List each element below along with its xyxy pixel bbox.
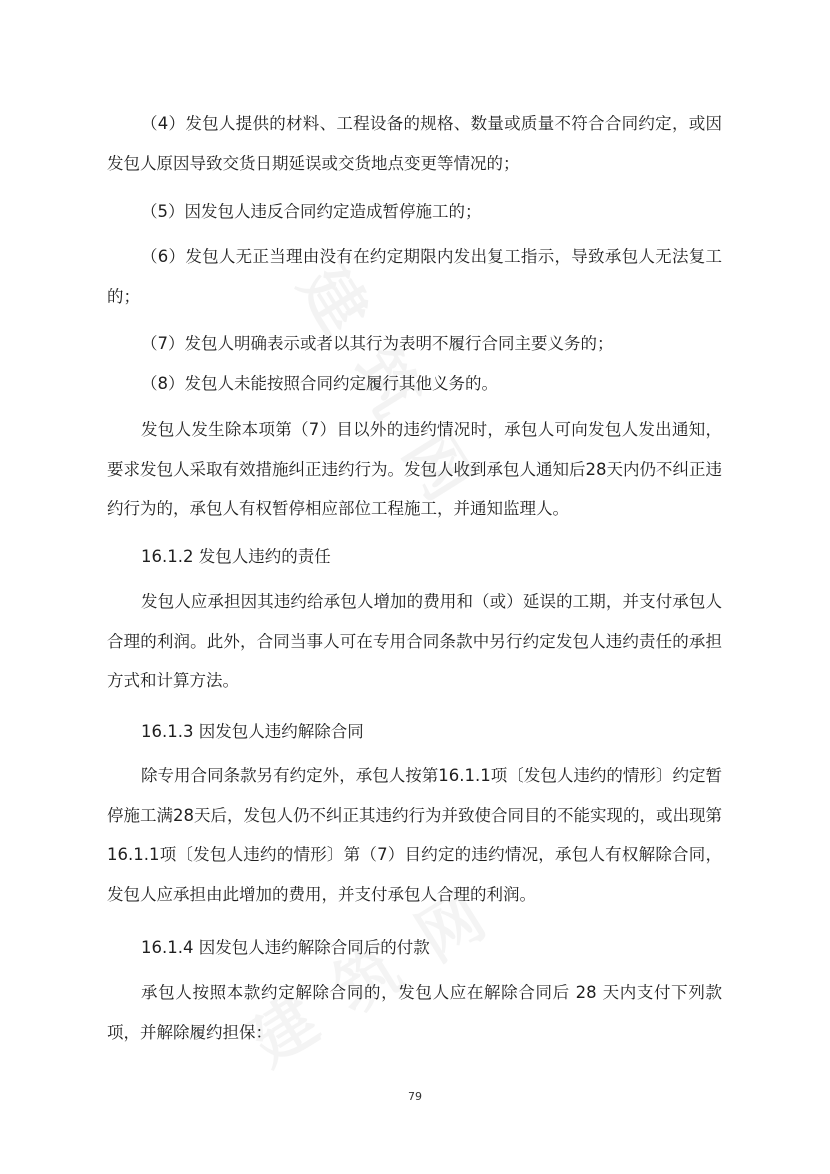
paragraph-item-5: （5）因发包人违反合同约定造成暂停施工的；	[141, 202, 482, 221]
paragraph-breach-notice: 发包人发生除本项第（7）目以外的违约情况时，承包人可向发包人发出通知，要求发包人采取有效措施纠正违约行为。发包人收到承包人通知后28天内仍不纠正违约行为的，承包人有权暂停相应部位工程施工，并通知监理人。	[107, 420, 722, 518]
paragraph-item-4: （4）发包人提供的材料、工程设备的规格、数量或质量不符合合同约定，或因发包人原因导致交货日期延误或交货地点变更等情况的；	[107, 114, 722, 173]
paragraph-item-6: （6）发包人无正当理由没有在约定期限内发出复工指示，导致承包人无法复工的；	[107, 247, 722, 306]
section-heading-16-1-4: 16.1.4 因发包人违约解除合同后的付款	[141, 938, 430, 957]
page-number: 79	[408, 1090, 422, 1103]
paragraph-item-8: （8）发包人未能按照合同约定履行其他义务的。	[141, 374, 498, 393]
section-body-16-1-3: 除专用合同条款另有约定外，承包人按第16.1.1项〔发包人违约的情形〕约定暂停施工满28天后，发包人仍不纠正其违约行为并致使合同目的不能实现的，或出现第16.1.1项〔发包人违约的情形〕第（7）目约定的违约情况，承包人有权解除合同，发包人应承担由此增加的费用，并支付承包人合理的利润。	[107, 766, 722, 904]
paragraph-item-7: （7）发包人明确表示或者以其行为表明不履行合同主要义务的；	[141, 334, 614, 353]
section-heading-16-1-2: 16.1.2 发包人违约的责任	[141, 547, 331, 566]
section-body-16-1-4: 承包人按照本款约定解除合同的，发包人应在解除合同后 28 天内支付下列款项，并解除履约担保：	[107, 983, 722, 1042]
section-heading-16-1-3: 16.1.3 因发包人违约解除合同	[141, 722, 364, 741]
section-body-16-1-2: 发包人应承担因其违约给承包人增加的费用和（或）延误的工期，并支付承包人合理的利润。此外，合同当事人可在专用合同条款中另行约定发包人违约责任的承担方式和计算方法。	[107, 592, 722, 690]
